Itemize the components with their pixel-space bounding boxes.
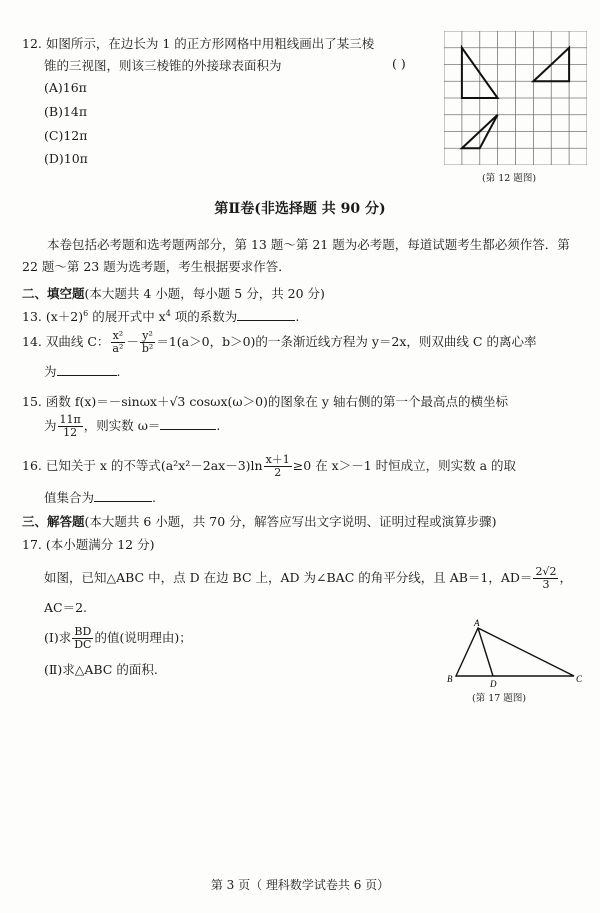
q14-frac-x	[110, 330, 125, 355]
q16-text-c: 值集合为	[44, 490, 95, 505]
q17-part1	[44, 626, 192, 651]
q14-answer-blank[interactable]	[57, 375, 117, 376]
q17-comma: ，	[559, 570, 572, 585]
q13-end: .	[295, 309, 300, 324]
q15-end: .	[216, 418, 221, 433]
q16-frac-den: 2	[274, 466, 282, 479]
q13-exponent2: 4	[165, 308, 171, 318]
q16-text-b: ≥0 在 x＞－1 时恒成立，则实数 a 的取	[292, 458, 517, 473]
part2-header	[22, 284, 325, 302]
q16-frac-num: x＋1	[265, 453, 290, 466]
label-b: B	[447, 674, 453, 684]
q15-answer-blank[interactable]	[160, 429, 216, 430]
q13-text-b: 的展开式中 x	[92, 309, 166, 324]
q17-text-a: 如图，已知△ABC 中，点 D 在边 BC 上，AD 为∠BAC 的角平分线，且 AB＝1，AD＝	[44, 570, 533, 585]
q14-frac-y-num: y²	[142, 329, 153, 342]
q13-text-c: 项的系数为	[174, 309, 238, 324]
part3-header	[22, 512, 497, 530]
label-d: D	[490, 679, 497, 689]
q14-text-b: ＝1(a＞0，b＞0)的一条渐近线方程为 y＝2x，则双曲线 C 的离心率	[156, 334, 537, 349]
q16-line2	[44, 488, 156, 506]
q16-answer-blank[interactable]	[94, 501, 152, 502]
q12-option-a: (A)16π	[44, 80, 87, 95]
section2-title: 第Ⅱ卷(非选择题 共 90 分)	[214, 201, 386, 217]
q15-frac-num: 11π	[59, 413, 81, 426]
q15-line2	[44, 414, 220, 439]
q14-end: .	[116, 364, 121, 379]
q14-minus: －	[126, 334, 139, 349]
q15-frac	[58, 414, 83, 439]
q16-line1	[22, 454, 516, 479]
q17-part1-b: 的值(说明理由)；	[94, 630, 192, 645]
triangle-abc	[456, 628, 574, 676]
q17-line2: AC＝2.	[44, 600, 88, 615]
q17-bd: BD	[74, 625, 92, 638]
q14-line2	[44, 362, 121, 380]
q16-end: .	[152, 490, 156, 505]
label-a: A	[474, 618, 480, 628]
triangle-abc-figure	[444, 618, 584, 690]
q13	[22, 307, 299, 325]
q12-option-b: (B)14π	[44, 104, 88, 119]
part3-heading: 三、解答题	[22, 514, 85, 529]
q14-text-c: 为	[44, 364, 57, 379]
q14-frac-x-num: x²	[112, 329, 124, 342]
q14-frac-y	[140, 330, 155, 355]
q15-line1: 15. 函数 f(x)＝－sinωx＋√3 cosωx(ω＞0)的图象在 y 轴右侧的第一个最高点的横坐标	[22, 394, 508, 409]
three-view-grid-figure	[444, 31, 587, 165]
q12-option-c: (C)12π	[44, 128, 88, 143]
part3-desc: (本大题共 6 小题，共 70 分，解答应写出文字说明、证明过程或演算步骤)	[84, 514, 497, 529]
q15-frac-den: 12	[63, 426, 78, 439]
q17-bd-dc-frac	[72, 626, 93, 651]
q15-text-b: 为	[44, 418, 57, 433]
q13-answer-blank[interactable]	[237, 320, 295, 321]
part2-heading: 二、填空题	[22, 286, 85, 301]
q17-ad-num: 2√2	[535, 565, 557, 578]
q14-frac-y-den: b²	[141, 342, 154, 355]
q17-line1	[44, 566, 572, 591]
q12-answer-paren: ( )	[392, 56, 406, 71]
q17-part1-a: (Ⅰ)求	[44, 630, 72, 645]
q14-text-a: 14. 双曲线 C：	[22, 334, 110, 349]
q13-text-a: 13. (x＋2)	[22, 309, 84, 324]
page-footer: 第 3 页（ 理科数学试卷共 6 页）	[210, 878, 390, 892]
q16-frac	[264, 454, 292, 479]
q17-figure-caption: (第 17 题图)	[472, 693, 527, 704]
label-c: C	[576, 674, 583, 684]
q12-figure-caption: (第 12 题图)	[482, 173, 537, 184]
q14-frac-x-den: a²	[112, 342, 124, 355]
q15-text-c: ，则实数 ω＝	[83, 418, 161, 433]
q17-ad-den: 3	[542, 578, 550, 591]
q13-exponent: 6	[83, 308, 89, 318]
q17-part2: (Ⅱ)求△ABC 的面积.	[44, 662, 158, 677]
q12-line2: 锥的三视图，则该三棱锥的外接球表面积为	[44, 58, 282, 73]
part2-desc: (本大题共 4 小题，每小题 5 分，共 20 分)	[84, 286, 325, 301]
q12-option-d: (D)10π	[44, 151, 88, 166]
angle-bisector-ad	[478, 628, 493, 676]
q16-text-a: 16. 已知关于 x 的不等式(a²x²－2ax－3)ln	[22, 458, 263, 473]
section2-intro: 本卷包括必考题和选考题两部分，第 13 题～第 21 题为必考题，每道试题考生都必须作答．第 22 题～第 23 题为选考题，考生根据要求作答．	[22, 237, 570, 274]
q17-ad-frac	[533, 566, 558, 591]
q14-line1	[22, 330, 536, 355]
q17-dc: DC	[74, 638, 92, 651]
q12-line1: 12. 如图所示，在边长为 1 的正方形网格中用粗线画出了某三棱	[22, 36, 375, 51]
q17-title: 17. (本小题满分 12 分)	[22, 537, 155, 552]
